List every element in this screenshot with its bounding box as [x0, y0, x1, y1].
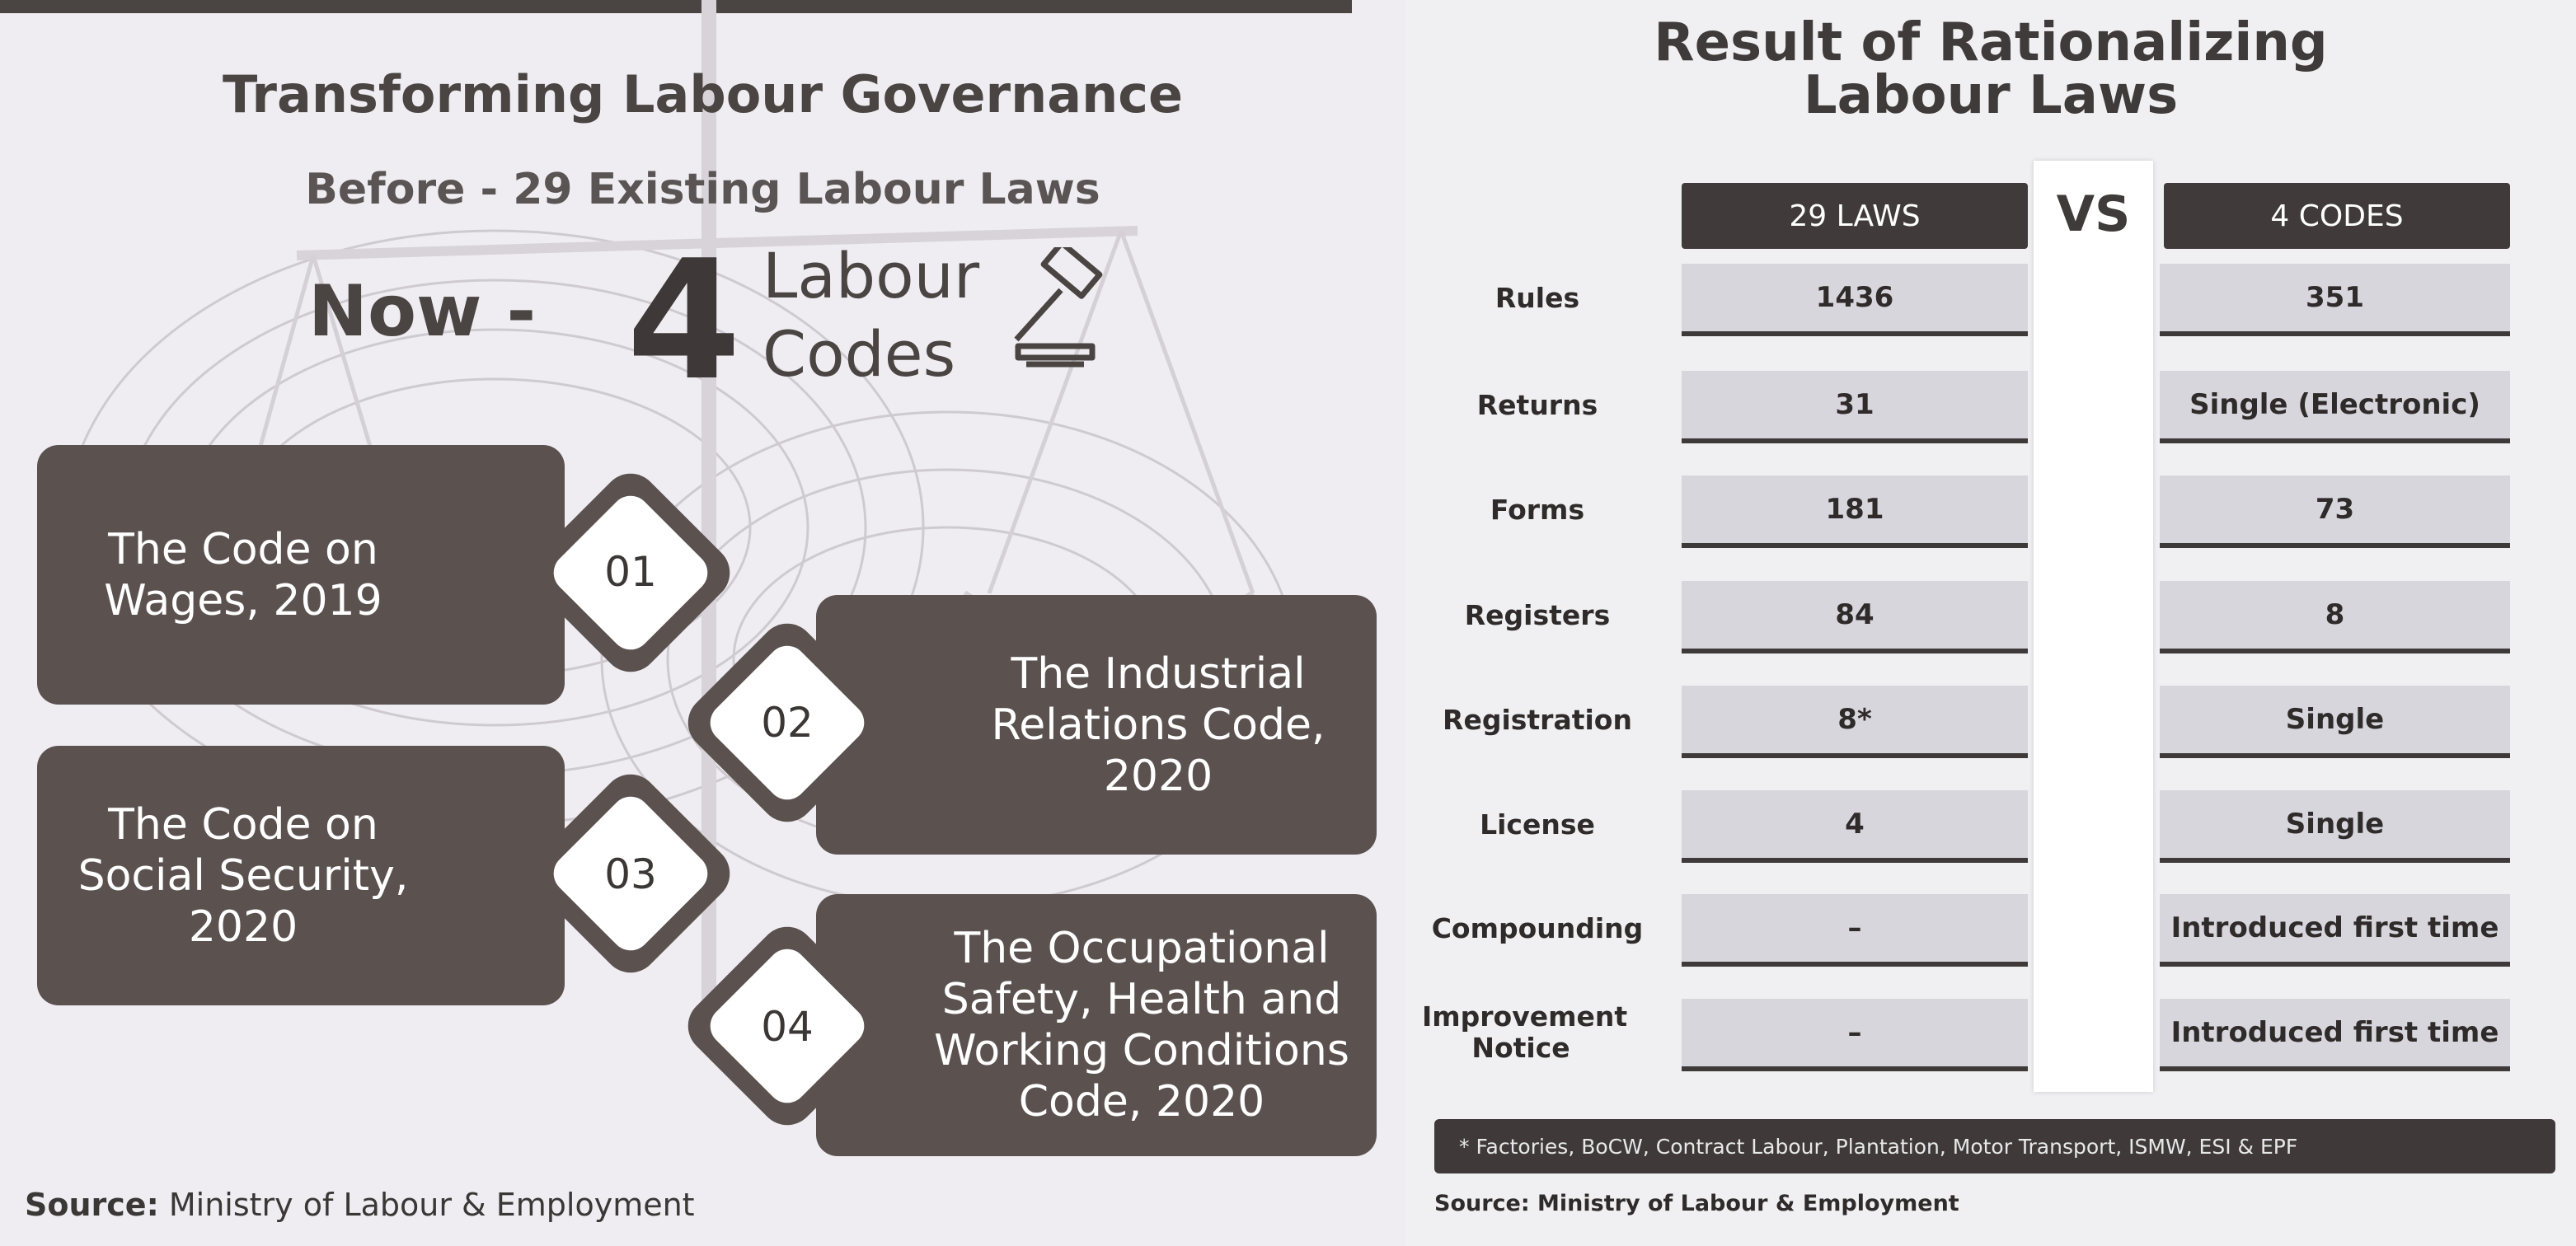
cell-registers-before: 84 [1682, 581, 2028, 653]
code-name-wages: The Code on Wages, 2019 [104, 524, 382, 625]
cell-registration-after: Single [2160, 686, 2510, 758]
row-label-registration: Registration [1443, 704, 1632, 736]
code-box-wages [37, 445, 565, 705]
code-name-industrial-relations: The Industrial Relations Code, 2020 [991, 649, 1326, 801]
cell-rules-before: 1436 [1682, 264, 2028, 336]
row-label-rules: Rules [1494, 282, 1580, 314]
code-box-industrial-relations [816, 595, 1377, 855]
row-label-registers: Registers [1464, 599, 1611, 631]
source-label: Source: [25, 1187, 159, 1223]
row-label-compounding: Compounding [1431, 912, 1644, 944]
cell-returns-after: Single (Electronic) [2160, 371, 2510, 443]
row-label-forms: Forms [1490, 494, 1585, 526]
code-box-social-security [37, 746, 565, 1005]
header-29-laws: 29 LAWS [1682, 183, 2028, 249]
four-numeral: 4 [626, 225, 742, 417]
cell-forms-after: 73 [2160, 475, 2510, 548]
row-label-improvement-notice: Improvement Notice [1422, 1000, 1628, 1064]
right-panel [1405, 0, 2576, 1246]
left-source [25, 1187, 695, 1223]
right-title-line2: Labour Laws [1803, 65, 2179, 126]
cell-compounding-after: Introduced first time [2160, 894, 2510, 967]
cell-registers-after: 8 [2160, 581, 2510, 653]
code-name-occupational-safety: The Occupational Safety, Health and Working Conditions Code, 2020 [934, 924, 1349, 1127]
gavel-icon [1002, 247, 1117, 371]
code-number-01: 01 [604, 548, 657, 596]
source-text: Ministry of Labour & Employment [168, 1187, 695, 1223]
cell-license-after: Single [2160, 790, 2510, 863]
cell-improvement-notice-after: Introduced first time [2160, 999, 2510, 1071]
cell-license-before: 4 [1682, 790, 2028, 863]
code-number-03: 03 [604, 850, 657, 898]
right-source: Source: Ministry of Labour & Employment [1434, 1191, 1959, 1216]
row-label-license: License [1480, 808, 1595, 841]
code-name-social-security: The Code on Social Security, 2020 [77, 799, 409, 952]
labour-word: Labour [762, 239, 980, 312]
right-title-line1: Result of Rationalizing [1654, 12, 2328, 73]
cell-forms-before: 181 [1682, 475, 2028, 548]
cell-compounding-before: – [1682, 894, 2028, 967]
header-4-codes: 4 CODES [2164, 183, 2510, 249]
cell-registration-before: 8* [1682, 686, 2028, 758]
right-title [1405, 12, 2576, 126]
cell-returns-before: 31 [1682, 371, 2028, 443]
vs-label: VS [2056, 185, 2131, 243]
vs-divider [2034, 161, 2153, 1092]
code-number-04: 04 [761, 1003, 814, 1051]
cell-improvement-notice-before: – [1682, 999, 2028, 1071]
now-label: Now - [308, 270, 537, 353]
cell-rules-after: 351 [2160, 264, 2510, 336]
before-caption: Before - 29 Existing Labour Laws [305, 165, 1100, 214]
row-label-returns: Returns [1476, 389, 1598, 421]
code-number-02: 02 [761, 699, 814, 747]
footnote-bar: * Factories, BoCW, Contract Labour, Plantation, Motor Transport, ISMW, ESI & EPF [1434, 1119, 2555, 1173]
code-box-occupational-safety [816, 894, 1377, 1156]
left-title: Transforming Labour Governance [222, 64, 1184, 124]
codes-word: Codes [762, 317, 956, 391]
